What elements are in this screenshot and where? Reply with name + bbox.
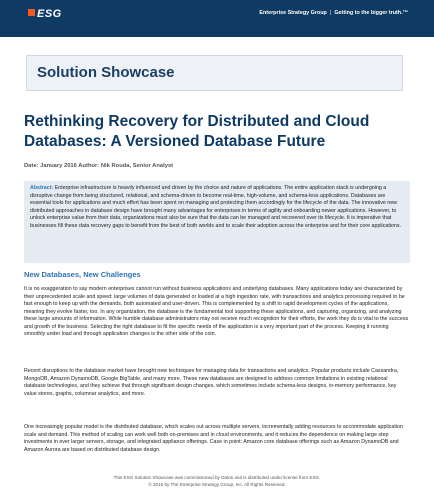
header-separator: | (329, 10, 332, 16)
abstract-box (24, 181, 410, 263)
author-value: Nik Rouda, Senior Analyst (100, 163, 174, 169)
footer (0, 474, 434, 488)
author-label: Author: (78, 163, 100, 169)
document-meta (24, 163, 173, 169)
header-tagline (259, 10, 408, 16)
trademark: ™ (402, 10, 408, 16)
esg-logo (28, 8, 62, 20)
solution-showcase-label: Solution Showcase (37, 64, 175, 81)
tagline-text: Getting to the bigger truth. (334, 10, 403, 16)
section-heading: New Databases, New Challenges (24, 270, 141, 279)
logo-text: ESG (37, 8, 62, 20)
date-value: January 2016 (40, 163, 77, 169)
date-label: Date: (24, 163, 39, 169)
paragraph-2: Recent disruptions to the database market have brought new techniques for managing data for transactions and analytics. Popular products include Cassandra, MongoDB, Amazon DynamoDB, Google BigTable, and many more. These new databases are designed to address common limitations in existing relational database technologies, and they achieve that through significant design changes, which sometimes include schema-less designs, in-memory performance, key value stores, graphs, columnar analytics, and more. (24, 368, 399, 397)
solution-showcase-box (26, 55, 403, 91)
paragraph-3: One increasingly popular model is the distributed database, which scales out across multiple servers, incrementally adding resources to accommodate application scale and demand. This method of scaling can work well both on-premises and in cloud environments, and it reduces the dependence on making large step investments in ever larger servers, storage, and integrated appliance offerings. Case in point: Amazon core database offerings such as Amazon DynamoDB and Amazon Aurora are based on distributed database design. (24, 424, 403, 453)
header-band (0, 0, 434, 37)
logo-mark-icon (28, 9, 35, 16)
abstract-label: Abstract: (30, 185, 54, 191)
paragraph-1: It is no exaggeration to say modern enterprises cannot run without business applications and underlying databases. Many applications today are characterized by their unprecedented scale and speed: large volumes of data generated or loaded at a high ingestion rate, with transactions and analytics processing required to be fast enough to keep up with the demands, both automated and user-driven. This is complemented by a shift to rapid development cycles of the applications, meaning they evolve faster, too. In any organization, the database is the fundamental tool supporting these applications, and capturing, organizing, and analyzing these large amounts of information. While humble database administrators may not receive much recognition for their efforts, the work they do is vital to the success and growth of the business. Selecting the right database to fit the specific needs of the application is a very important part of the process. Keeping it running smoothly under load and through application changes is the other side of the coin. (24, 286, 409, 338)
footer-copyright-line: © 2016 by The Enterprise Strategy Group, Inc. All Rights Reserved. (148, 482, 286, 487)
abstract-text: Enterprise infrastructure is heavily influenced and driven by the choice and nature of applications. The entire application stack is undergoing a disruptive change from being structured, relational, and schema-driven to become real-time, high-volume, and schema-less applications. Databases are essential tools for applications and much effort has been spent on managing and protecting them accordingly for the lifecycle of the data. The innovative new distributed approaches in database design have brought many advantages for enterprises in terms of agility and onboarding newer applications. However, to unlock enterprise value from their data, organizations must also be sure that the data can be managed and recovered over its lifecycle. It is imperative that businesses fill these data recovery gaps to benefit from the best of both worlds and to scale their adoption across the enterprise and for their core applications. (30, 185, 401, 229)
document-title: Rethinking Recovery for Distributed and Cloud Databases: A Versioned Database Future (24, 113, 370, 150)
company-name: Enterprise Strategy Group (259, 10, 327, 16)
footer-license-line: This ESG Solution Showcase was commissioned by Datos and is distributed under license from ESG. (113, 475, 321, 480)
